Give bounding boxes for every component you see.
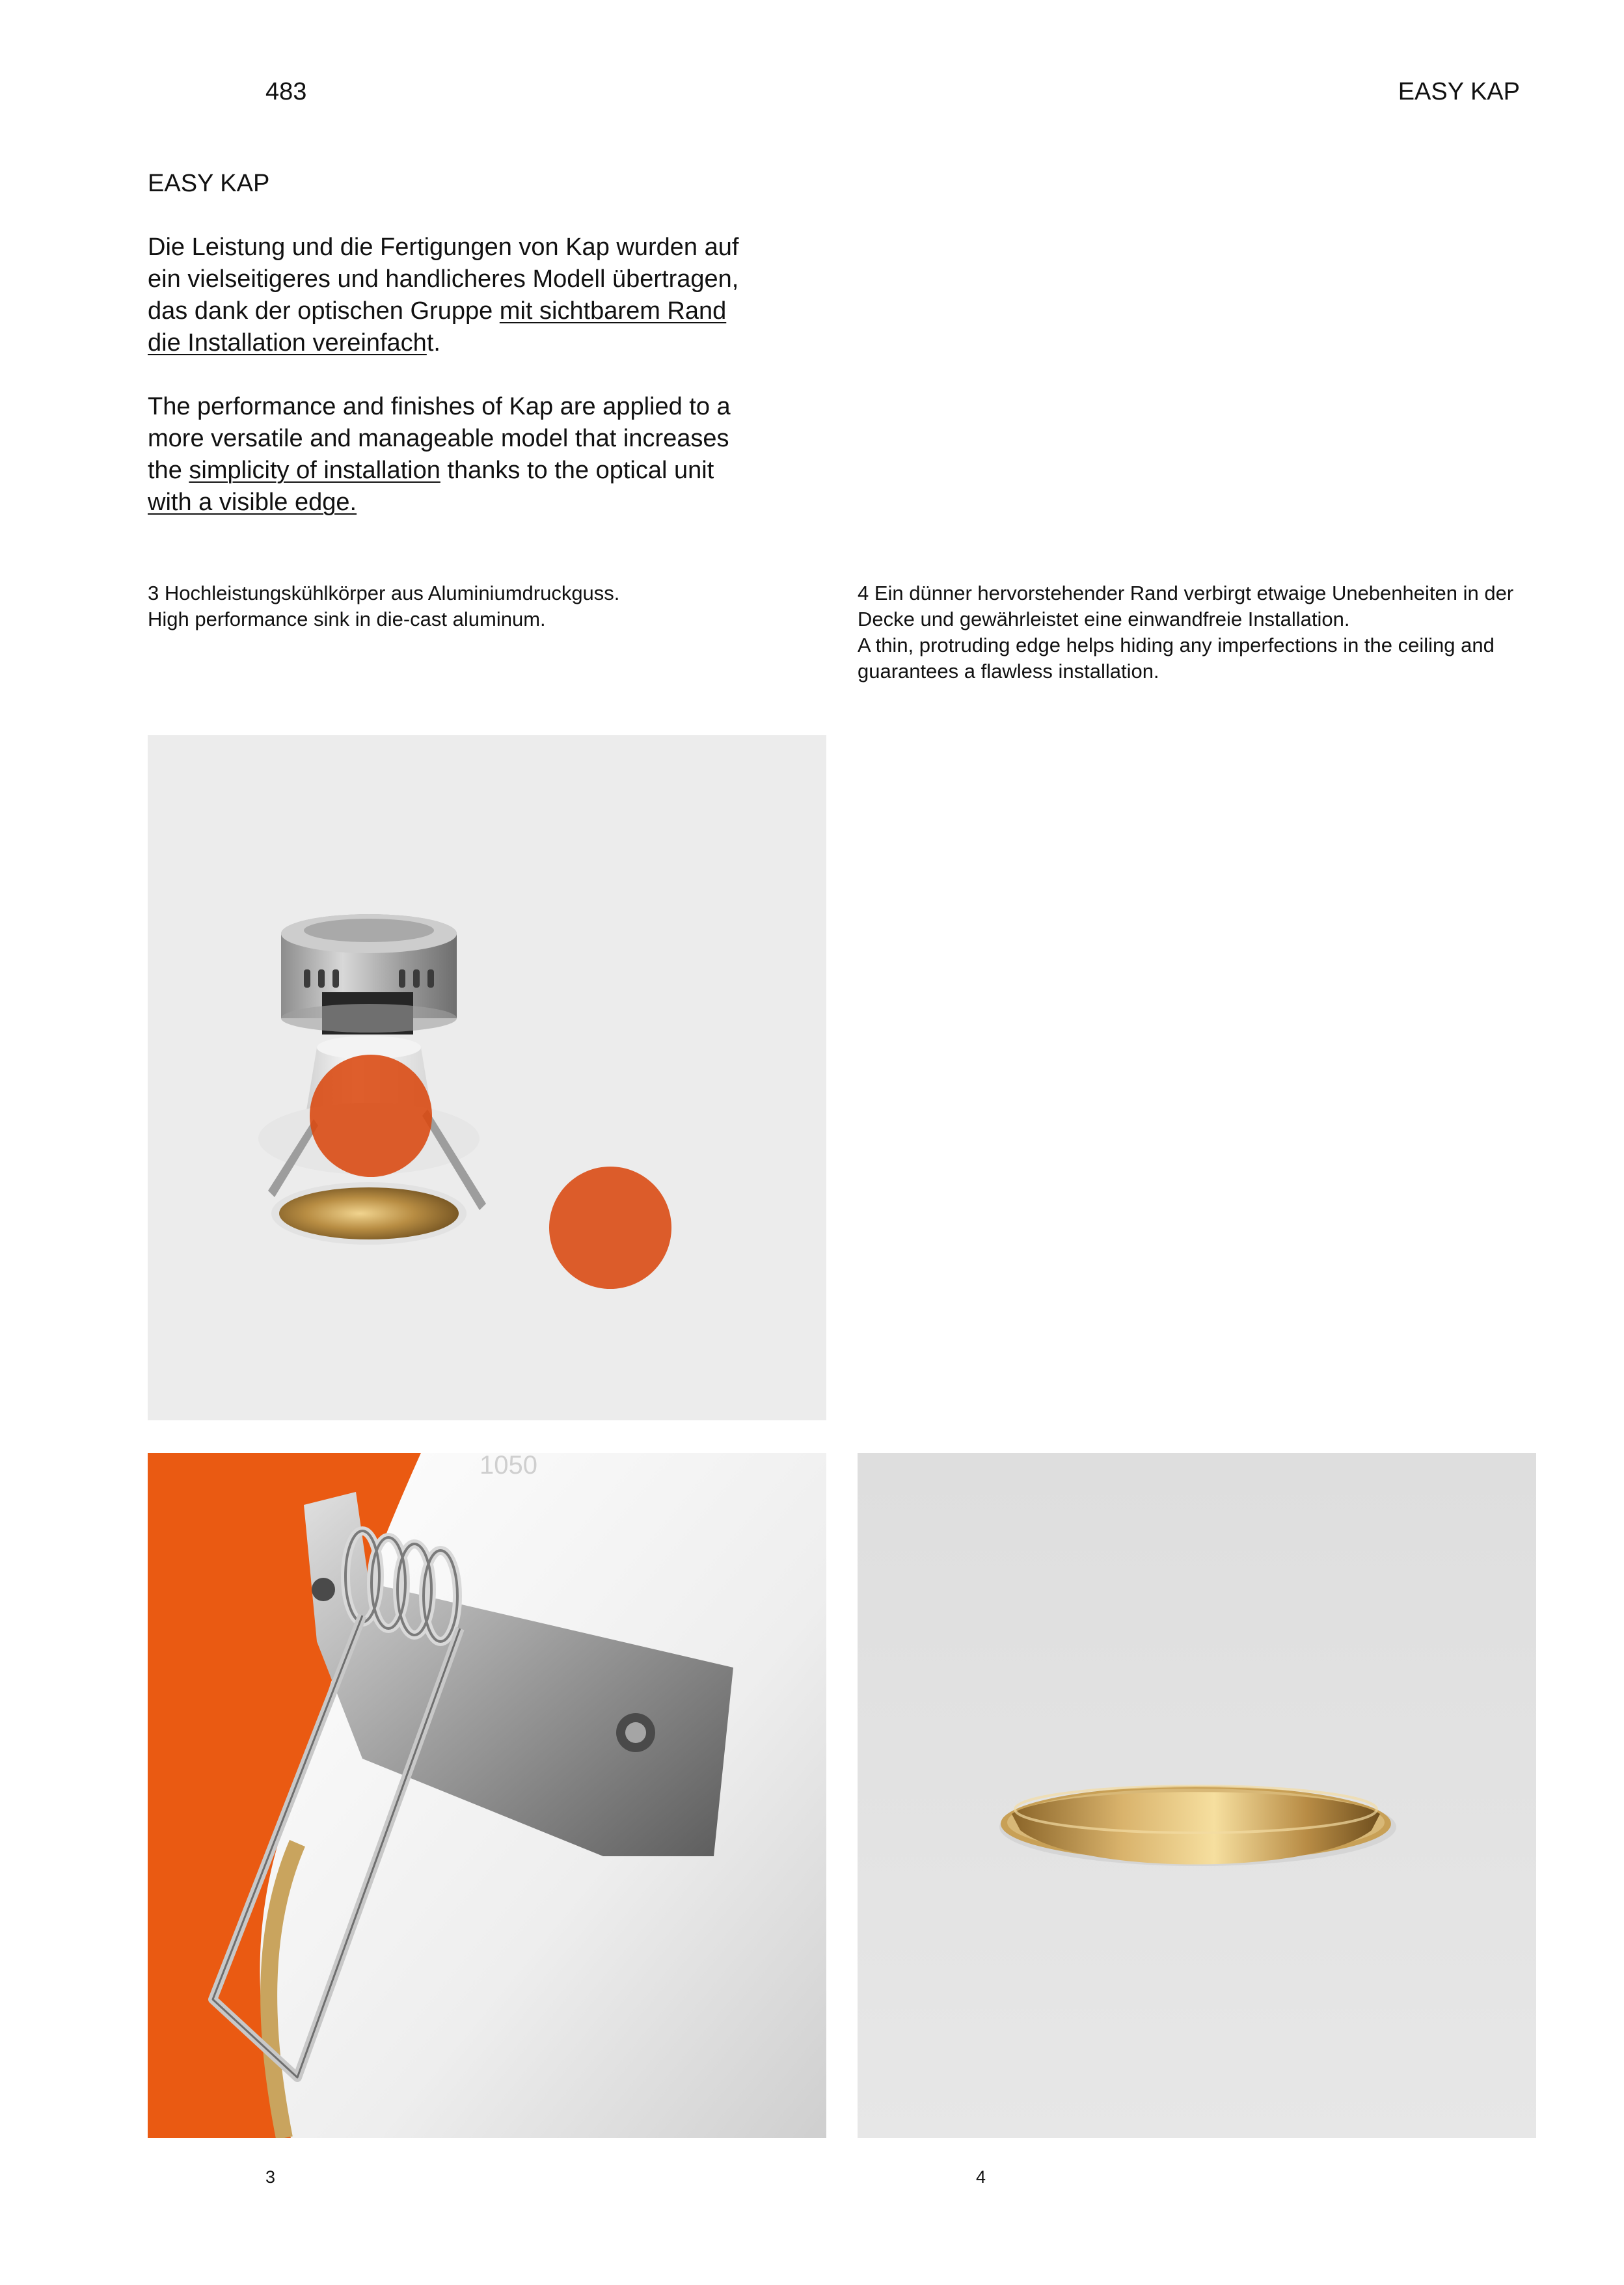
figure-number-4: 4 [976, 2167, 986, 2187]
housing-marking-text: 1050 [480, 1453, 537, 1480]
product-overview-image [148, 735, 826, 1420]
caption-3-german: 3 Hochleistungskühlkörper aus Aluminiumdruckguss. [148, 582, 620, 604]
section-title: EASY KAP [148, 170, 270, 197]
visible-edge-image [858, 1453, 1536, 2138]
caption-figure-4 [858, 580, 1528, 684]
english-underlined-text-2: with a visible edge. [148, 489, 357, 516]
figure-number-3: 3 [265, 2167, 276, 2187]
caption-figure-3 [148, 580, 818, 632]
caption-4-english: A thin, protruding edge helps hiding any imperfections in the ceiling and guarantees a flawless installation. [858, 634, 1495, 683]
caption-3-english: High performance sink in die-cast aluminum. [148, 608, 546, 630]
highlight-circle-heatsink [310, 1055, 432, 1177]
spring-clip-closeup-image [148, 1453, 826, 2138]
visible-edge-illustration [858, 1453, 1536, 2138]
english-underlined-text: simplicity of installation [189, 457, 440, 484]
highlight-circle-edge [549, 1167, 671, 1289]
english-text: The performance and finishes of Kap are applied to a more versatile and manageable model that increases the [148, 393, 731, 484]
intro-paragraph-german [148, 232, 753, 359]
english-text-middle: thanks to the optical unit [440, 457, 714, 484]
intro-text-block [148, 168, 753, 519]
page-number: 483 [265, 78, 307, 105]
german-underlined-text: mit sichtbarem Rand die Installation vereinfach [148, 297, 727, 357]
caption-4-german: 4 Ein dünner hervorstehender Rand verbirgt etwaige Unebenheiten in der Decke und gewährleistet eine einwandfreie Installation. [858, 582, 1514, 630]
german-text: Die Leistung und die Fertigungen von Kap wurden auf ein vielseitigeres und handlicheres Modell übertragen, das dank der optischen Gruppe [148, 234, 739, 325]
downlight-illustration [148, 735, 826, 1420]
running-title: EASY KAP [1398, 78, 1520, 105]
german-text-end: t. [426, 329, 440, 357]
intro-paragraph-english [148, 391, 753, 519]
spring-clip-illustration [148, 1453, 826, 2138]
